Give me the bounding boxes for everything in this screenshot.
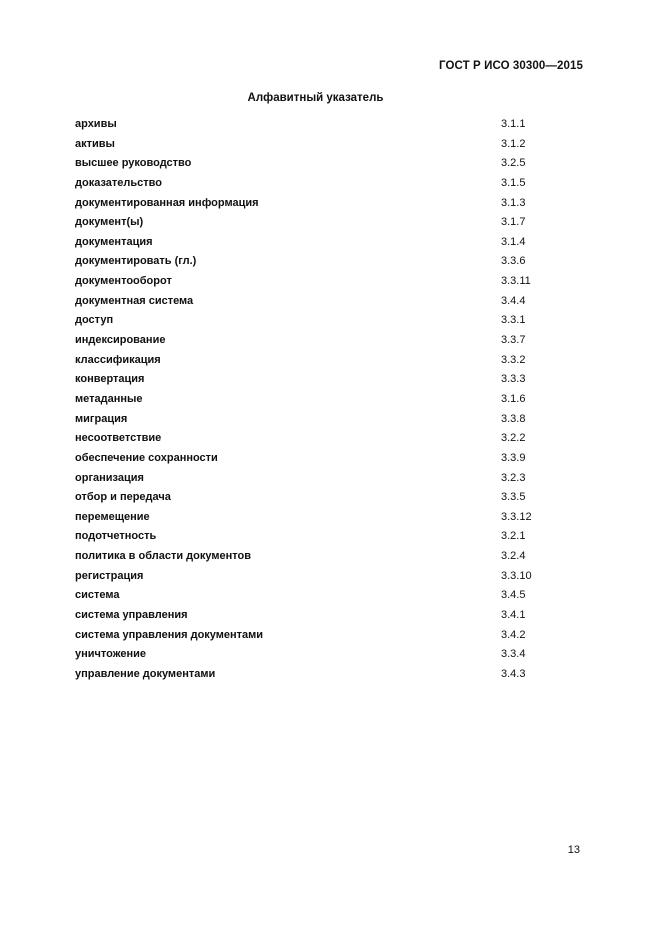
document-header: ГОСТ Р ИСО 30300—2015 — [438, 60, 583, 72]
index-term: обеспечение сохранности — [75, 451, 218, 464]
index-reference: 3.3.12 — [501, 510, 532, 523]
index-reference: 3.3.5 — [501, 491, 526, 504]
index-term: документная система — [75, 294, 194, 307]
index-entry — [75, 294, 535, 314]
index-entry — [75, 451, 535, 471]
index-term: миграция — [75, 412, 128, 425]
index-reference: 3.3.2 — [501, 353, 526, 366]
index-term: система управления документами — [75, 628, 264, 641]
page-title: Алфавитный указатель — [247, 92, 384, 104]
index-term: документировать (гл.) — [75, 255, 197, 268]
index-reference: 3.4.1 — [501, 609, 526, 622]
index-entry — [75, 569, 535, 589]
alphabetical-index — [75, 117, 535, 687]
index-reference: 3.4.3 — [501, 667, 526, 680]
index-term: архивы — [75, 118, 117, 130]
index-term: конвертация — [75, 373, 145, 386]
index-reference: 3.1.7 — [501, 216, 526, 229]
index-reference: 3.3.6 — [501, 255, 526, 268]
index-entry — [75, 471, 535, 491]
index-entry — [75, 412, 535, 432]
index-entry — [75, 647, 535, 667]
index-reference: 3.4.2 — [501, 628, 526, 641]
index-reference: 3.3.1 — [501, 314, 526, 327]
index-term: регистрация — [75, 569, 144, 582]
index-entry — [75, 353, 535, 373]
index-reference: 3.2.1 — [501, 530, 526, 543]
index-term: уничтожение — [75, 648, 147, 661]
index-reference: 3.3.11 — [501, 275, 531, 288]
index-reference: 3.3.7 — [501, 334, 526, 347]
index-term: организация — [75, 471, 144, 484]
index-entry — [75, 215, 535, 235]
index-term: отбор и передача — [75, 491, 171, 504]
index-entry — [75, 608, 535, 628]
index-entry — [75, 176, 535, 196]
index-entry — [75, 667, 535, 687]
index-term: высшее руководство — [75, 157, 192, 170]
index-term: документооборот — [75, 275, 172, 288]
index-reference: 3.4.4 — [501, 294, 526, 307]
index-reference: 3.1.2 — [501, 137, 526, 150]
index-entry — [75, 549, 535, 569]
index-term: политика в области документов — [75, 550, 251, 563]
index-entry — [75, 431, 535, 451]
index-entry — [75, 274, 535, 294]
index-entry — [75, 490, 535, 510]
index-term: доступ — [75, 314, 114, 327]
index-term: документированная информация — [75, 196, 259, 209]
index-entry — [75, 235, 535, 255]
index-entry — [75, 372, 535, 392]
index-entry — [75, 628, 535, 648]
index-term: доказательство — [75, 176, 162, 189]
index-reference: 3.3.4 — [501, 648, 526, 661]
index-term: классификация — [75, 353, 161, 366]
index-reference: 3.1.4 — [501, 235, 526, 248]
index-reference: 3.1.5 — [501, 176, 526, 189]
index-term: метаданные — [75, 392, 143, 405]
index-term: система управления — [75, 609, 188, 622]
index-reference: 3.3.8 — [501, 412, 526, 425]
index-reference: 3.3.9 — [501, 451, 526, 464]
index-reference: 3.1.1 — [501, 118, 526, 130]
index-entry — [75, 117, 535, 137]
index-entry — [75, 254, 535, 274]
index-term: управление документами — [75, 667, 216, 680]
index-reference: 3.2.4 — [501, 550, 526, 563]
index-reference: 3.2.2 — [501, 432, 526, 445]
index-entry — [75, 333, 535, 353]
index-reference: 3.1.6 — [501, 392, 526, 405]
index-reference: 3.4.5 — [501, 589, 526, 602]
index-entry — [75, 510, 535, 530]
index-reference: 3.2.3 — [501, 471, 526, 484]
index-term: перемещение — [75, 510, 150, 523]
index-term: система — [75, 589, 120, 602]
index-reference: 3.3.10 — [501, 569, 532, 582]
index-entry — [75, 392, 535, 412]
index-reference: 3.1.3 — [501, 196, 526, 209]
index-entry — [75, 588, 535, 608]
index-term: индексирование — [75, 334, 166, 347]
index-entry — [75, 137, 535, 157]
index-term: подотчетность — [75, 530, 157, 543]
index-reference: 3.2.5 — [501, 157, 526, 170]
index-term: несоответствие — [75, 432, 162, 445]
index-entry — [75, 156, 535, 176]
index-term: активы — [75, 137, 115, 150]
index-term: документ(ы) — [75, 216, 144, 229]
index-reference: 3.3.3 — [501, 373, 526, 386]
index-entry — [75, 529, 535, 549]
index-entry — [75, 313, 535, 333]
index-entry — [75, 196, 535, 216]
page-number: 13 — [567, 844, 580, 856]
index-term: документация — [75, 235, 153, 248]
